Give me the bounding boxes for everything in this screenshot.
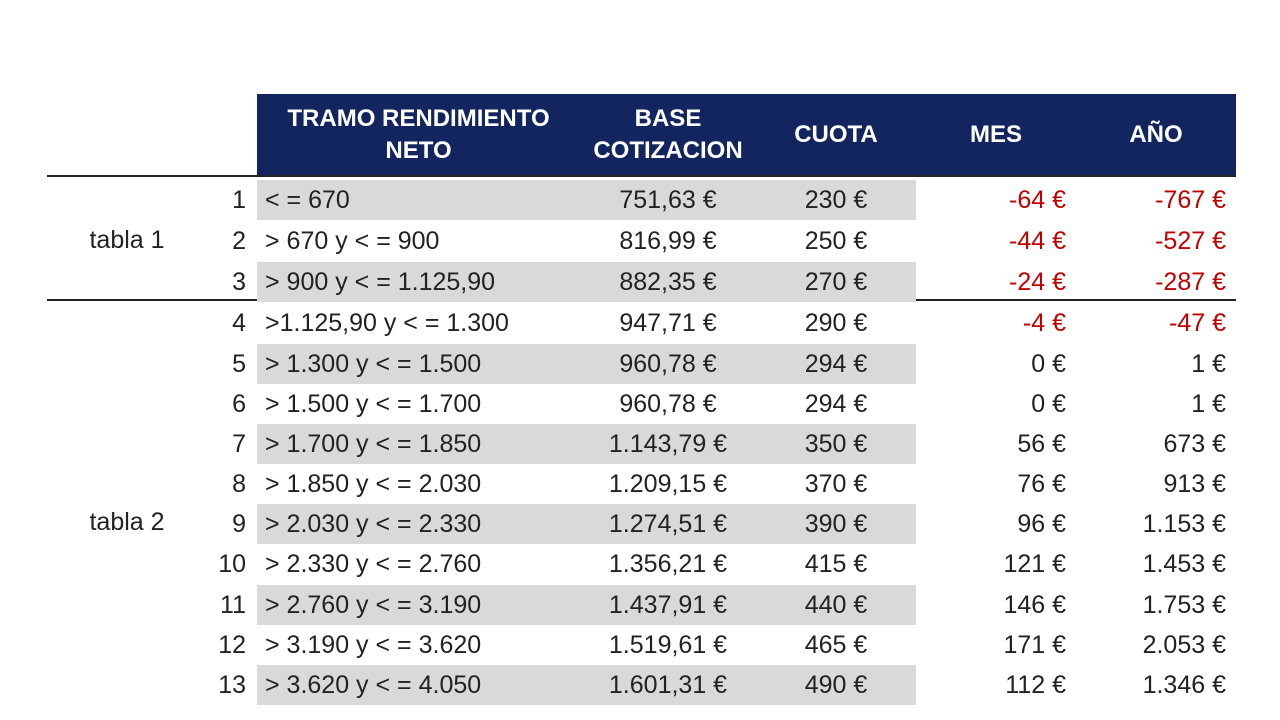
cell-cuota: 350 € [804, 430, 868, 458]
row-number: 4 [232, 309, 246, 337]
cell-cuota: 465 € [804, 631, 868, 659]
cell-anio: 913 € [1163, 470, 1226, 498]
header-tramo: TRAMO RENDIMIENTO NETO [287, 105, 550, 164]
table-row [0, 464, 1280, 504]
row-number: 8 [232, 470, 246, 498]
header-cuota: CUOTA [794, 121, 878, 148]
cell-anio: -767 € [1155, 186, 1226, 214]
cell-cuota: 250 € [804, 227, 868, 255]
row-number: 13 [218, 671, 246, 699]
cell-base-cotizacion: 1.209,15 € [608, 470, 728, 498]
cell-cuota: 230 € [804, 186, 868, 214]
cell-cuota: 415 € [804, 550, 868, 578]
table-row [0, 344, 1280, 384]
cell-cuota: 270 € [804, 268, 868, 296]
cell-tramo: > 1.850 y < = 2.030 [265, 470, 482, 498]
cell-cuota: 290 € [804, 309, 868, 337]
cell-tramo: > 2.330 y < = 2.760 [265, 550, 482, 578]
cell-mes: 171 € [1003, 631, 1066, 659]
cell-mes: 96 € [1017, 510, 1066, 538]
cell-anio: -287 € [1155, 268, 1226, 296]
header-mes: MES [969, 121, 1022, 148]
cell-cuota: 440 € [804, 591, 868, 619]
cell-mes: 0 € [1031, 350, 1066, 378]
cell-mes: 121 € [1003, 550, 1066, 578]
cell-base-cotizacion: 1.274,51 € [608, 510, 728, 538]
row-number: 6 [232, 390, 246, 418]
cell-tramo: > 3.190 y < = 3.620 [265, 631, 482, 659]
cell-base-cotizacion: 1.356,21 € [608, 550, 728, 578]
row-number: 10 [218, 550, 246, 578]
cell-base-cotizacion: 947,71 € [619, 309, 717, 337]
cell-base-cotizacion: 1.519,61 € [608, 631, 728, 659]
cell-base-cotizacion: 816,99 € [619, 227, 717, 255]
cell-tramo: < = 670 [265, 186, 350, 214]
cell-cuota: 294 € [804, 390, 868, 418]
row-number: 2 [232, 227, 246, 255]
row-number: 1 [232, 186, 246, 214]
group-divider-top [47, 175, 1236, 177]
cell-anio: 1.453 € [1142, 550, 1226, 578]
cell-mes: -64 € [1009, 186, 1066, 214]
cell-base-cotizacion: 1.143,79 € [608, 430, 728, 458]
cell-base-cotizacion: 960,78 € [619, 350, 717, 378]
cell-cuota: 390 € [804, 510, 868, 538]
cell-mes: 112 € [1005, 671, 1066, 699]
cell-mes: 76 € [1017, 470, 1066, 498]
table-row [0, 221, 1280, 261]
cell-cuota: 370 € [804, 470, 868, 498]
cell-anio: 1.153 € [1142, 510, 1226, 538]
cell-tramo: > 2.030 y < = 2.330 [265, 510, 482, 538]
row-number: 9 [232, 510, 246, 538]
cell-tramo: >1.125,90 y < = 1.300 [265, 309, 509, 337]
cell-mes: -24 € [1009, 268, 1066, 296]
row-number: 12 [218, 631, 246, 659]
table-row [0, 504, 1280, 544]
cell-base-cotizacion: 1.437,91 € [608, 591, 728, 619]
table-row [0, 384, 1280, 424]
row-number: 3 [232, 268, 246, 296]
table-row [0, 424, 1280, 464]
cell-tramo: > 1.300 y < = 1.500 [265, 350, 482, 378]
cell-tramo: > 1.700 y < = 1.850 [265, 430, 482, 458]
cell-anio: -527 € [1155, 227, 1226, 255]
cell-cuota: 490 € [804, 671, 868, 699]
table-row [0, 585, 1280, 625]
cell-tramo: > 1.500 y < = 1.700 [265, 390, 482, 418]
cell-base-cotizacion: 1.601,31 € [608, 671, 728, 699]
table-row [0, 180, 1280, 220]
table-row [0, 625, 1280, 665]
cell-anio: 1.346 € [1142, 671, 1226, 699]
cell-base-cotizacion: 751,63 € [619, 186, 717, 214]
cell-anio: 2.053 € [1142, 631, 1226, 659]
table-row [0, 665, 1280, 705]
cell-mes: 0 € [1031, 390, 1066, 418]
cell-anio: 1.753 € [1142, 591, 1226, 619]
table-row [0, 262, 1280, 302]
cell-base-cotizacion: 882,35 € [619, 268, 717, 296]
cell-tramo: > 3.620 y < = 4.050 [265, 671, 482, 699]
cell-anio: -47 € [1169, 309, 1226, 337]
cell-base-cotizacion: 960,78 € [619, 390, 717, 418]
cell-tramo: > 900 y < = 1.125,90 [265, 268, 496, 296]
header-base: BASE COTIZACION [593, 105, 743, 164]
group-label-tabla-2: tabla 2 [89, 508, 165, 536]
cell-mes: -4 € [1022, 309, 1066, 337]
row-number: 7 [232, 430, 246, 458]
cell-anio: 1 € [1191, 350, 1226, 378]
cell-mes: -44 € [1009, 227, 1066, 255]
cell-mes: 146 € [1003, 591, 1066, 619]
cell-cuota: 294 € [804, 350, 868, 378]
cell-tramo: > 2.760 y < = 3.190 [265, 591, 482, 619]
row-number: 5 [232, 350, 246, 378]
table-header [257, 94, 1236, 176]
cell-tramo: > 670 y < = 900 [265, 227, 440, 255]
cell-anio: 1 € [1191, 390, 1226, 418]
table-row [0, 303, 1280, 343]
group-label-tabla-1: tabla 1 [89, 226, 165, 254]
cell-mes: 56 € [1017, 430, 1066, 458]
header-anio: AÑO [1129, 121, 1183, 148]
table-row [0, 544, 1280, 584]
cell-anio: 673 € [1163, 430, 1226, 458]
row-number: 11 [220, 591, 246, 619]
